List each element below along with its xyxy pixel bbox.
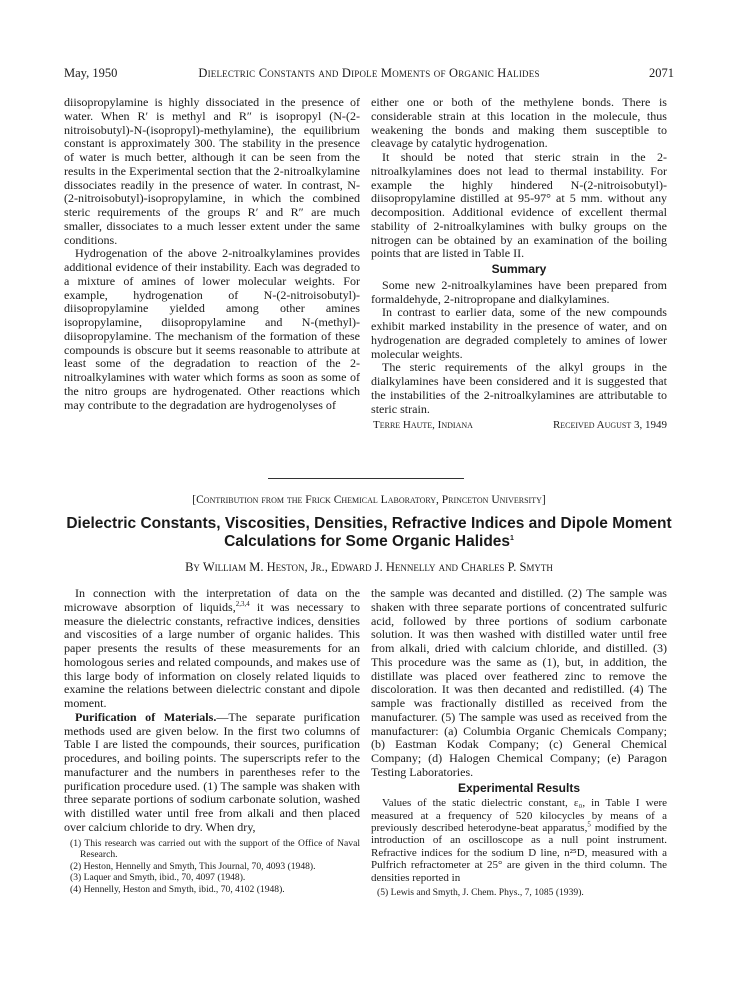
paragraph: Hydrogenation of the above 2-nitroalkylamines provides additional evidence of their instability. Each was degraded to a mixture of amines of lower molecular weights. For example, hydrogenation of N-(2-nitroisobutyl)-diisopropylamine yielded among other amines isopropylamine, diisopropylamine and N-(methyl)-diisopropylamine. The mechanism of the formation of these compounds is obscure but it seems reasonable to attribute at least some of the degradation to reaction of the 2-nitroalkylamines with water which forms as soon as some of the nitro groups are hydrogenated. Other reactions which may contribute to the degradation are hydrogenolyses of	[64, 246, 360, 412]
title-line	[64, 533, 674, 551]
small-text-block	[371, 797, 667, 884]
footnote-ref: 5	[587, 820, 591, 829]
footnote: (4) Hennelly, Heston and Smyth, ibid., 70, 4102 (1948).	[70, 883, 285, 895]
footnote-ref: 1	[510, 534, 514, 542]
section-heading: Purification of Materials.	[75, 709, 217, 724]
paragraph	[64, 711, 360, 835]
prev-article-left-column	[64, 96, 360, 412]
paragraph	[64, 587, 360, 711]
footnote: (1) This research was carried out with the support of the Office of Naval Research.	[70, 837, 360, 861]
footnote-ref: 2,3,4	[235, 599, 250, 608]
paragraph: diisopropylamine is highly dissociated in the presence of water. When R′ is methyl and R″ is isopropyl (N-(2-nitroisobutyl)-N-(isopropyl)-methylamine), the equilibrium constant is approximately 300. The stability in the presence of water is much better, although it can be seen from the results in the Experimental section that the 2-nitroalkylamine dissociates readily in the presence of water. In contrast, N-(2-nitroisobutyl)-isopropylamine, in which the combined steric requirements of the groups R′ and R″ are much smaller, dissociates to a much lesser extent under the same conditions.	[64, 95, 360, 247]
contribution-line: [Contribution from the Frick Chemical Laboratory, Princeton University]	[192, 494, 546, 506]
article-left-column	[64, 587, 360, 895]
title-text: Calculations for Some Organic Halides	[224, 533, 511, 550]
footnote: (3) Laquer and Smyth, ibid., 70, 4097 (1948).	[70, 872, 246, 884]
experimental-heading: Experimental Results	[457, 780, 581, 795]
title-line: Dielectric Constants, Viscosities, Densities, Refractive Indices and Dipole Moment	[66, 515, 672, 532]
header-title: Dielectric Constants and Dipole Moments of Organic Halides	[198, 66, 540, 80]
footnotes	[64, 838, 360, 896]
text-run: Values of the static dielectric constant, ε₀, in Table I were measured at a frequency of 520 kilocycles by means of a previously described heterodyne-beat apparatus,	[371, 797, 667, 835]
paragraph	[371, 797, 667, 884]
author-line: By William M. Heston, Jr., Edward J. Hennelly and Charles P. Smyth	[185, 560, 553, 574]
paragraph: the sample was decanted and distilled. (2) The sample was shaken with three separate portions of concentrated sulfuric acid, followed by three portions of sodium carbonate solution. It was then washed with distilled water until free from alkali, dried with calcium chloride, and distilled. (3) This procedure was the same as (1), but, in addition, the distillate was placed over feathered zinc to remove the discoloration. It was then decanted and redistilled. (4) The sample was fractionally distilled as received from the manufacturer. (5) The sample was used as received from the manufacturer: (a) Columbia Organic Chemicals Company; (b) Eastman Kodak Company; (c) General Chemical Company; (d) Halogen Chemical Company; (e) Paragon Testing Laboratories.	[371, 586, 667, 779]
article-title	[64, 515, 674, 551]
footnote: (2) Heston, Hennelly and Smyth, This Journal, 70, 4093 (1948).	[70, 860, 316, 872]
page-number: 2071	[649, 66, 674, 80]
text-run: In connection with the interpretation of data on the microwave absorption of liquids,	[64, 586, 360, 614]
running-header	[64, 66, 674, 84]
divider-rule	[268, 478, 464, 479]
received-date: Received August 3, 1949	[552, 419, 667, 432]
summary-paragraph: The steric requirements of the alkyl groups in the dialkylamines have been considered and it is suggested that the instabilities of the 2-nitroalkylamines are attributable to steric strain.	[371, 360, 667, 416]
text-run: modified by the introduction of an oscilloscope as a null point instrument. Refractive indices for the sodium D line, n²⁵D, measured with a Pulfrich refractometer at 25° are given in the third column. The densities reported in	[371, 822, 667, 884]
paragraph: either one or both of the methylene bonds. There is considerable strain at this location in the molecule, thus weakening the bonds and making them susceptible to cleavage by catalytic hydrogenation.	[371, 95, 667, 151]
affiliation-line	[371, 419, 667, 433]
prev-article-right-column	[371, 96, 667, 433]
paragraph: It should be noted that steric strain in the 2-nitroalkylamines does not lead to thermal instability. For example the highly hindered N-(2-nitroisobutyl)-diisopropylamine distilled at 95-97° at 5 mm. without any decomposition. Additional evidence of excellent thermal stability of 2-nitroalkylamines with bulky groups on the nitrogen can be obtained by an examination of the boiling points that are listed in Table II.	[371, 150, 667, 261]
footnotes	[371, 887, 667, 899]
summary-paragraph: Some new 2-nitroalkylamines have been prepared from formaldehyde, 2-nitropropane and dialkylamines.	[371, 277, 667, 306]
summary-heading: Summary	[491, 262, 547, 276]
footnote: (5) Lewis and Smyth, J. Chem. Phys., 7, 1085 (1939).	[377, 887, 584, 899]
text-run: —The separate purification methods used are given below. In the first two columns of Table I are listed the compounds, their sources, purification procedures, and boiling points. The superscripts refer to the manufacturer and the numbers in parentheses refer to the purification procedure used. (1) The sample was shaken with three separate portions of sodium carbonate solution, washed with distilled water until free from alkali and then placed over calcium chloride to dry. When dry,	[64, 709, 360, 834]
text-run: it was necessary to measure the dielectric constants, refractive indices, densities and viscosities of a large number of organic halides. This paper presents the results of these measurements for an homologous series and related compounds, and makes use of this large body of information on closely related liquids to examine the relations between dielectric constant and dipole moment.	[64, 599, 360, 710]
city: Terre Haute, Indiana	[373, 419, 473, 432]
summary-paragraph: In contrast to earlier data, some of the new compounds exhibit marked instability in the presence of water, and on hydrogenation are degraded completely to amines of lower molecular weights.	[371, 305, 667, 361]
header-date: May, 1950	[64, 66, 118, 80]
article-right-column	[371, 587, 667, 899]
